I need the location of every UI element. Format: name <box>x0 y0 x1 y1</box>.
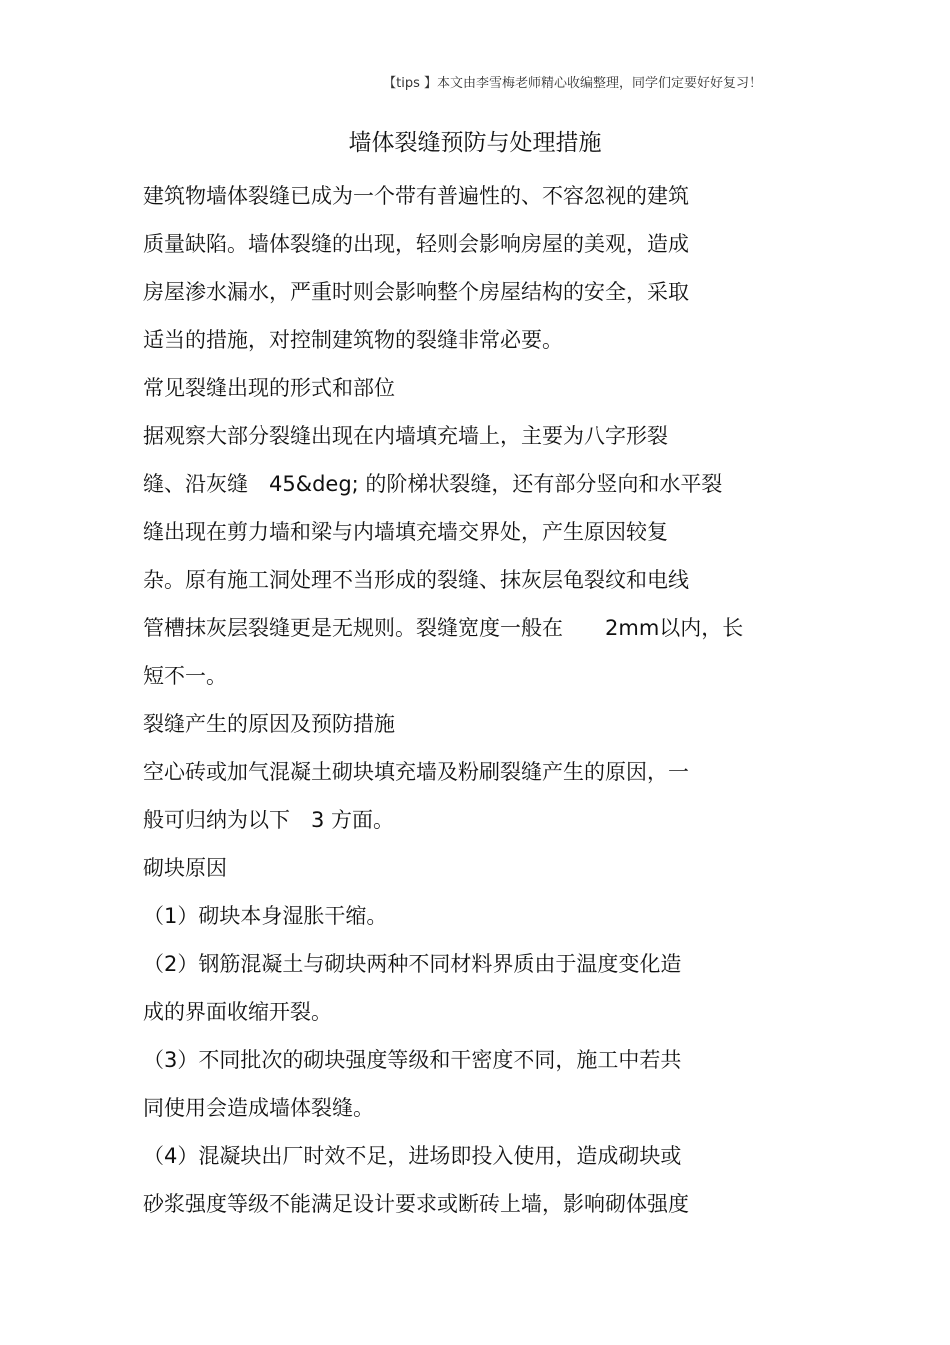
body-line: 建筑物墙体裂缝已成为一个带有普遍性的、不容忽视的建筑 <box>143 184 689 208</box>
body-line: 管槽抹灰层裂缝更是无规则。裂缝宽度一般在 2mm以内，长 <box>143 616 744 640</box>
body-line: 质量缺陷。墙体裂缝的出现，轻则会影响房屋的美观，造成 <box>143 232 689 256</box>
header-note: 【tips 】本文由李雪梅老师精心收编整理，同学们定要好好复习！ <box>383 76 762 91</box>
body-line: 空心砖或加气混凝土砌块填充墙及粉刷裂缝产生的原因，一 <box>143 760 689 784</box>
body-line: 缝出现在剪力墙和梁与内墙填充墙交界处，产生原因较复 <box>143 520 668 544</box>
body-line: 般可归纳为以下 3 方面。 <box>143 808 395 832</box>
document-title: 墙体裂缝预防与处理措施 <box>348 130 602 156</box>
body-line: 缝、沿灰缝 45&deg; 的阶梯状裂缝，还有部分竖向和水平裂 <box>143 472 723 496</box>
list-item: （2）钢筋混凝土与砌块两种不同材料界质由于温度变化造 <box>143 952 682 976</box>
body-line: 短不一。 <box>143 664 227 688</box>
list-item: （4）混凝块出厂时效不足，进场即投入使用，造成砌块或 <box>143 1144 682 1168</box>
body-line: 杂。原有施工洞处理不当形成的裂缝、抹灰层龟裂纹和电线 <box>143 568 689 592</box>
section-heading: 常见裂缝出现的形式和部位 <box>143 376 395 400</box>
section-heading: 裂缝产生的原因及预防措施 <box>143 712 395 736</box>
body-line: 适当的措施，对控制建筑物的裂缝非常必要。 <box>143 328 563 352</box>
list-item: （3）不同批次的砌块强度等级和干密度不同，施工中若共 <box>143 1048 682 1072</box>
body-line: 据观察大部分裂缝出现在内墙填充墙上，主要为八字形裂 <box>143 424 668 448</box>
list-item: （1）砌块本身湿胀干缩。 <box>143 904 388 928</box>
body-line: 成的界面收缩开裂。 <box>143 1000 332 1024</box>
body-line: 砂浆强度等级不能满足设计要求或断砖上墙，影响砌体强度 <box>143 1192 689 1216</box>
body-line: 同使用会造成墙体裂缝。 <box>143 1096 374 1120</box>
body-line: 房屋渗水漏水，严重时则会影响整个房屋结构的安全，采取 <box>143 280 689 304</box>
section-heading: 砌块原因 <box>143 856 227 880</box>
